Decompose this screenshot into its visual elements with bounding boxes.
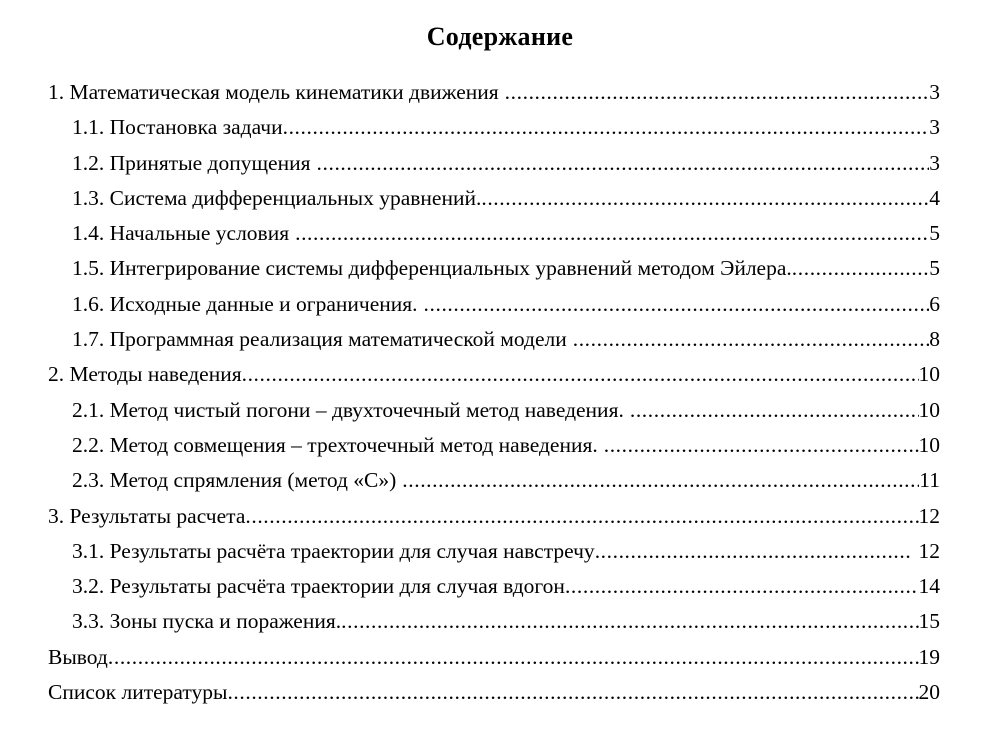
toc-page-number: 11 <box>919 468 940 493</box>
toc-page-number: 5 <box>929 221 940 246</box>
toc-entry <box>48 146 940 181</box>
toc-entry <box>48 569 940 604</box>
toc-page-number: 3 <box>929 150 940 175</box>
toc-leader-dots <box>481 181 929 216</box>
toc-entry <box>48 181 940 216</box>
toc-list <box>48 75 940 710</box>
toc-entry <box>48 357 940 392</box>
toc-page-number: 12 <box>918 503 940 528</box>
toc-page-number: 19 <box>918 644 940 669</box>
toc-entry-label: 1.7. Программная реализация математической модели <box>72 327 567 352</box>
toc-leader-dots <box>295 216 929 251</box>
toc-leader-dots <box>242 357 919 392</box>
toc-entry <box>48 216 940 251</box>
toc-page-number: 8 <box>929 327 940 352</box>
toc-entry-label: Вывод <box>48 644 108 669</box>
toc-leader-dots <box>245 499 918 534</box>
toc-entry <box>48 75 940 110</box>
toc-leader-dots <box>424 287 930 322</box>
toc-entry <box>48 675 940 710</box>
toc-entry-label: 1.1. Постановка задачи <box>72 115 283 140</box>
toc-entry <box>48 640 940 675</box>
toc-page-number: 10 <box>918 397 940 422</box>
toc-page-number: 6 <box>929 291 940 316</box>
toc-entry <box>48 251 940 286</box>
document-page <box>0 20 1000 742</box>
toc-entry-label: 1.5. Интегрирование системы дифференциальных уравнений методом Эйлера. <box>72 256 792 281</box>
toc-leader-dots <box>283 110 930 145</box>
toc-page-number: 10 <box>918 432 940 457</box>
toc-leader-dots <box>792 251 929 286</box>
toc-entry-label: 3.2. Результаты расчёта траектории для случая вдогон <box>72 574 565 599</box>
page-title: Содержание <box>426 22 574 51</box>
toc-leader-dots <box>108 640 919 675</box>
toc-entry-label: 3.1. Результаты расчёта траектории для случая навстречу <box>72 538 595 563</box>
toc-entry-label: 1.6. Исходные данные и ограничения. <box>72 291 418 316</box>
toc-entry <box>48 534 940 569</box>
toc-entry-label: 2.3. Метод спрямления (метод «С») <box>72 468 397 493</box>
toc-entry-label: Список литературы <box>48 680 228 705</box>
toc-entry <box>48 287 940 322</box>
toc-entry-label: 2.1. Метод чистый погони – двухточечный метод наведения. <box>72 397 624 422</box>
toc-leader-dots <box>505 75 930 110</box>
toc-leader-dots <box>630 393 919 428</box>
toc-entry-label: 1.2. Принятые допущения <box>72 150 311 175</box>
toc-page-number: 12 <box>918 538 940 563</box>
toc-page-number: 20 <box>918 680 940 705</box>
toc-entry-label: 3. Результаты расчета <box>48 503 246 528</box>
toc-leader-dots <box>341 604 918 639</box>
toc-entry-label: 1.4. Начальные условия <box>72 221 290 246</box>
toc-leader-dots <box>604 428 919 463</box>
toc-page-number: 10 <box>918 362 940 387</box>
toc-page-number: 3 <box>929 80 940 104</box>
toc-entry <box>48 463 940 498</box>
toc-entry-label: 2.2. Метод совмещения – трехточечный метод наведения. <box>72 432 598 457</box>
toc-entry <box>48 393 940 428</box>
toc-leader-dots <box>573 322 930 357</box>
toc-page-number: 15 <box>918 609 940 634</box>
toc-entry <box>48 428 940 463</box>
toc-entry-label: 1. Математическая модель кинематики движения <box>48 80 499 104</box>
toc-entry-label: 1.3. Система дифференциальных уравнений. <box>72 185 482 210</box>
toc-leader-dots <box>317 146 930 181</box>
toc-leader-dots <box>227 675 918 710</box>
toc-leader-dots <box>595 534 911 569</box>
toc-page-number: 14 <box>918 574 940 599</box>
toc-entry <box>48 110 940 145</box>
toc-leader-dots <box>565 569 919 604</box>
toc-entry <box>48 322 940 357</box>
toc-entry-label: 3.3. Зоны пуска и поражения. <box>72 609 342 634</box>
toc-page-number: 5 <box>929 256 940 281</box>
toc-page-number: 3 <box>929 115 940 140</box>
toc-entry <box>48 499 940 534</box>
toc-entry-label: 2. Методы наведения <box>48 362 242 387</box>
toc-page-number: 4 <box>929 185 940 210</box>
toc-entry <box>48 604 940 639</box>
toc-leader-dots <box>402 463 919 498</box>
